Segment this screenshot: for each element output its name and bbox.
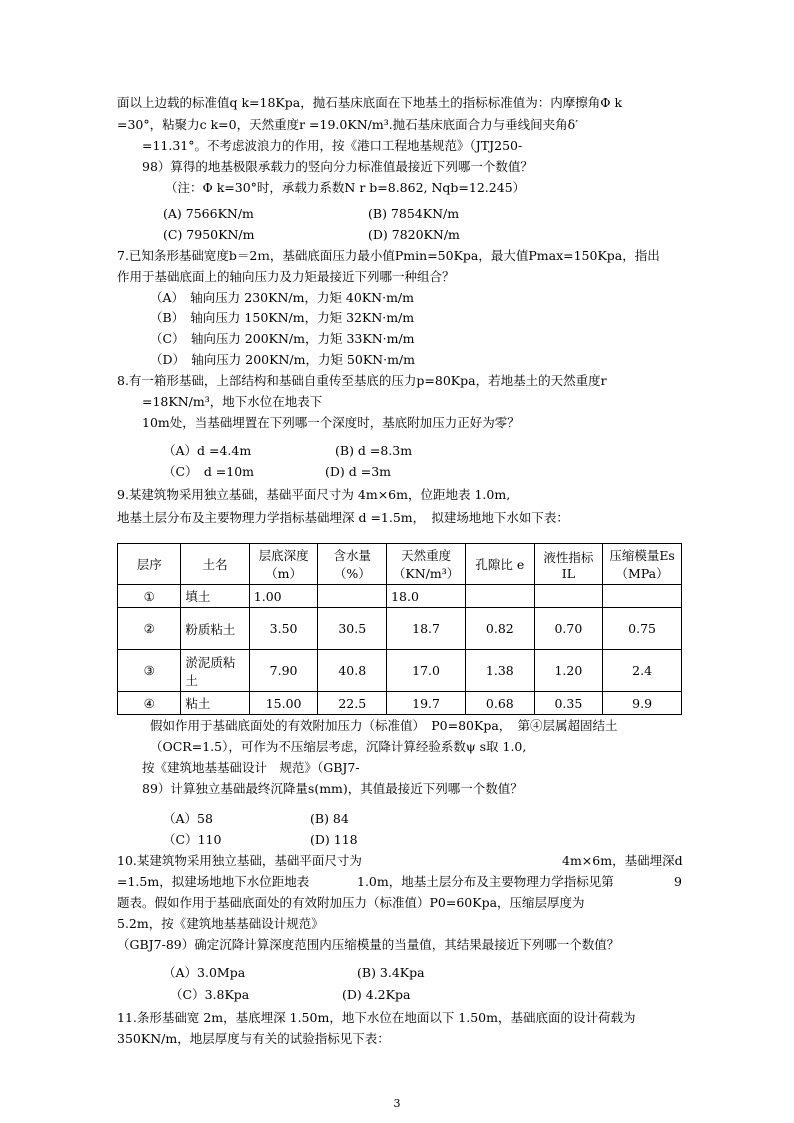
q7-option-c: （C） 轴向压力 200KN/m，力矩 33KN·m/m [150,331,415,346]
table-row [118,585,682,608]
table-header: 层序 [118,544,181,585]
q10-text-line-4: 5.2m，按《建筑地基基础设计规范》 [117,916,324,931]
table-row [118,608,682,650]
q7-option-d: （D） 轴向压力 200KN/m，力矩 50KN·m/m [150,352,415,367]
table-header: 含水量（%） [318,544,387,585]
table-cell: 19.7 [387,692,466,715]
table-cell: 粘土 [181,692,249,715]
q10-text-line-2c: 9 [674,874,682,889]
q9-option-d: (D) 118 [310,832,358,847]
q10-text-line-1b: 4m×6m，基础埋深d [562,853,683,868]
soil-properties-table [117,543,682,715]
q10-text-line-2b: 1.0m，地基土层分布及主要物理力学指标见第 [357,874,614,889]
table-cell: 填土 [181,585,249,608]
q11-text-line-2: 350KN/m，地层厚度与有关的试验指标见下表： [117,1031,390,1046]
q6-note: （注：Φ k=30°时，承载力系数N r b=8.862, Nqb=12.245） [165,180,526,195]
q10-option-d: (D) 4.2Kpa [342,987,411,1002]
table-cell: 3.50 [249,608,318,650]
q8-text-line-3: 10m处，当基础埋置在下列哪一个深度时，基底附加压力正好为零？ [142,415,520,430]
table-cell: 1.20 [534,650,603,692]
table-cell: 17.0 [387,650,466,692]
q8-text-line-1: 8.有一箱形基础，上部结构和基础自重传至基底的压力p=80Kpa，若地基土的天然重度r [117,373,607,388]
q8-option-a: （A）d =4.4m [163,443,252,458]
table-cell: ① [118,585,181,608]
table-cell [534,585,603,608]
table-row [118,692,682,715]
table-header: 压缩模量Es（MPa） [603,544,682,585]
q7-text-line-2: 作用于基础底面上的轴向压力及力矩最接近下列哪一种组合？ [117,269,455,284]
q10-text-line-3: 题表。假如作用于基础底面处的有效附加压力（标准值）P0=60Kpa，压缩层厚度为 [117,895,585,910]
table-header: 天然重度（KN/m³） [387,544,466,585]
q6-text-line-2: =30°，粘聚力c k=0，天然重度r =19.0KN/m³.抛石基床底面合力与垂线间夹角δ′ [117,117,579,132]
q8-text-line-2: =18KN/m³，地下水位在地表下 [142,394,323,409]
q9-text-line-4: （OCR=1.5），可作为不压缩层考虑，沉降计算经验系数ψ s取 1.0, [150,739,527,754]
table-cell: 30.5 [318,608,387,650]
table-cell: 9.9 [603,692,682,715]
table-cell: 粉质粘土 [181,608,249,650]
table-header-row [118,544,682,585]
table-cell: 0.35 [534,692,603,715]
table-cell: 0.75 [603,608,682,650]
q10-option-c: （C）3.8Kpa [170,987,250,1002]
q6-option-d: (D) 7820KN/m [368,227,460,242]
q9-text-line-3: 假如作用于基础底面处的有效附加压力（标准值） P0=80Kpa， 第④层属超固结土 [150,718,618,733]
q9-text-line-6: 89）计算独立基础最终沉降量s(mm)，其值最接近下列哪一个数值？ [142,781,523,796]
q8-option-c: （C） d =10m [163,464,255,479]
table-header: 液性指标IL [534,544,603,585]
table-cell: 18.7 [387,608,466,650]
q9-text-line-1: 9.某建筑物采用独立基础，基础平面尺寸为 4m×6m，位距地表 1.0m, [117,487,511,502]
q10-option-a: （A）3.0Mpa [163,965,246,980]
q10-text-line-2a: =1.5m，拟建场地地下水位距地表 [117,874,310,889]
table-cell: 淤泥质粘土 [181,650,249,692]
table-cell [318,585,387,608]
q6-text-line-4: 98）算得的地基极限承载力的竖向分力标准值最接近下列哪一个数值？ [142,159,533,174]
table-cell: 1.00 [249,585,318,608]
q10-option-b: (B) 3.4Kpa [357,965,425,980]
q11-text-line-1: 11.条形基础宽 2m，基底埋深 1.50m，地下水位在地面以下 1.50m，基础底面的设计荷载为 [117,1010,636,1025]
table-row [118,650,682,692]
table-cell [466,585,535,608]
table-header: 土名 [181,544,249,585]
q7-option-b: （B） 轴向压力 150KN/m，力矩 32KN·m/m [150,310,415,325]
table-cell: 0.68 [466,692,535,715]
q7-option-a: （A） 轴向压力 230KN/m，力矩 40KN·m/m [150,290,414,305]
q9-option-b: (B) 84 [310,811,349,826]
table-cell: 7.90 [249,650,318,692]
table-cell: 0.70 [534,608,603,650]
table-cell: 1.38 [466,650,535,692]
q6-option-c: (C) 7950KN/m [163,227,255,242]
table-cell [603,585,682,608]
q10-text-line-1a: 10.某建筑物采用独立基础，基础平面尺寸为 [117,853,362,868]
table-cell: ④ [118,692,181,715]
q7-text-line-1: 7.已知条形基础宽度b＝2ｍ，基础底面压力最小值Pmin=50Kpa，最大值Pmax=150Kpa，指出 [117,248,660,263]
q6-option-a: (A) 7566KN/m [163,206,254,221]
table-cell: 15.00 [249,692,318,715]
q8-option-b: (B) d =8.3m [335,443,413,458]
table-cell: 2.4 [603,650,682,692]
q6-text-line-3: =11.31°。不考虑波浪力的作用，按《港口工程地基规范》（JTJ250- [142,138,523,153]
q8-option-d: (D) d =3m [325,464,392,479]
q9-option-c: （C）110 [163,832,222,847]
q6-option-b: (B) 7854KN/m [368,206,460,221]
table-cell: 22.5 [318,692,387,715]
table-cell: 40.8 [318,650,387,692]
q9-text-line-2: 地基土层分布及主要物理力学指标基础埋深 d =1.5m， 拟建场地地下水如下表： [117,510,569,525]
table-header: 孔隙比 e [466,544,535,585]
q6-text-line-1: 面以上边载的标准值q k=18Kpa，抛石基床底面在下地基土的指标标准值为：内摩擦角Φ k [117,95,623,110]
q9-text-line-5: 按《建筑地基基础设计 规范》（GBJ7- [142,760,360,775]
page-number: 3 [393,1097,401,1110]
q10-text-line-5: （GBJ7-89）确定沉降计算深度范围内压缩模量的当量值，其结果最接近下列哪一个数值？ [117,937,620,952]
table-header: 层底深度（m） [249,544,318,585]
q9-option-a: （A）58 [163,811,213,826]
table-cell: 0.82 [466,608,535,650]
table-cell: ③ [118,650,181,692]
table-cell: ② [118,608,181,650]
table-cell: 18.0 [387,585,466,608]
